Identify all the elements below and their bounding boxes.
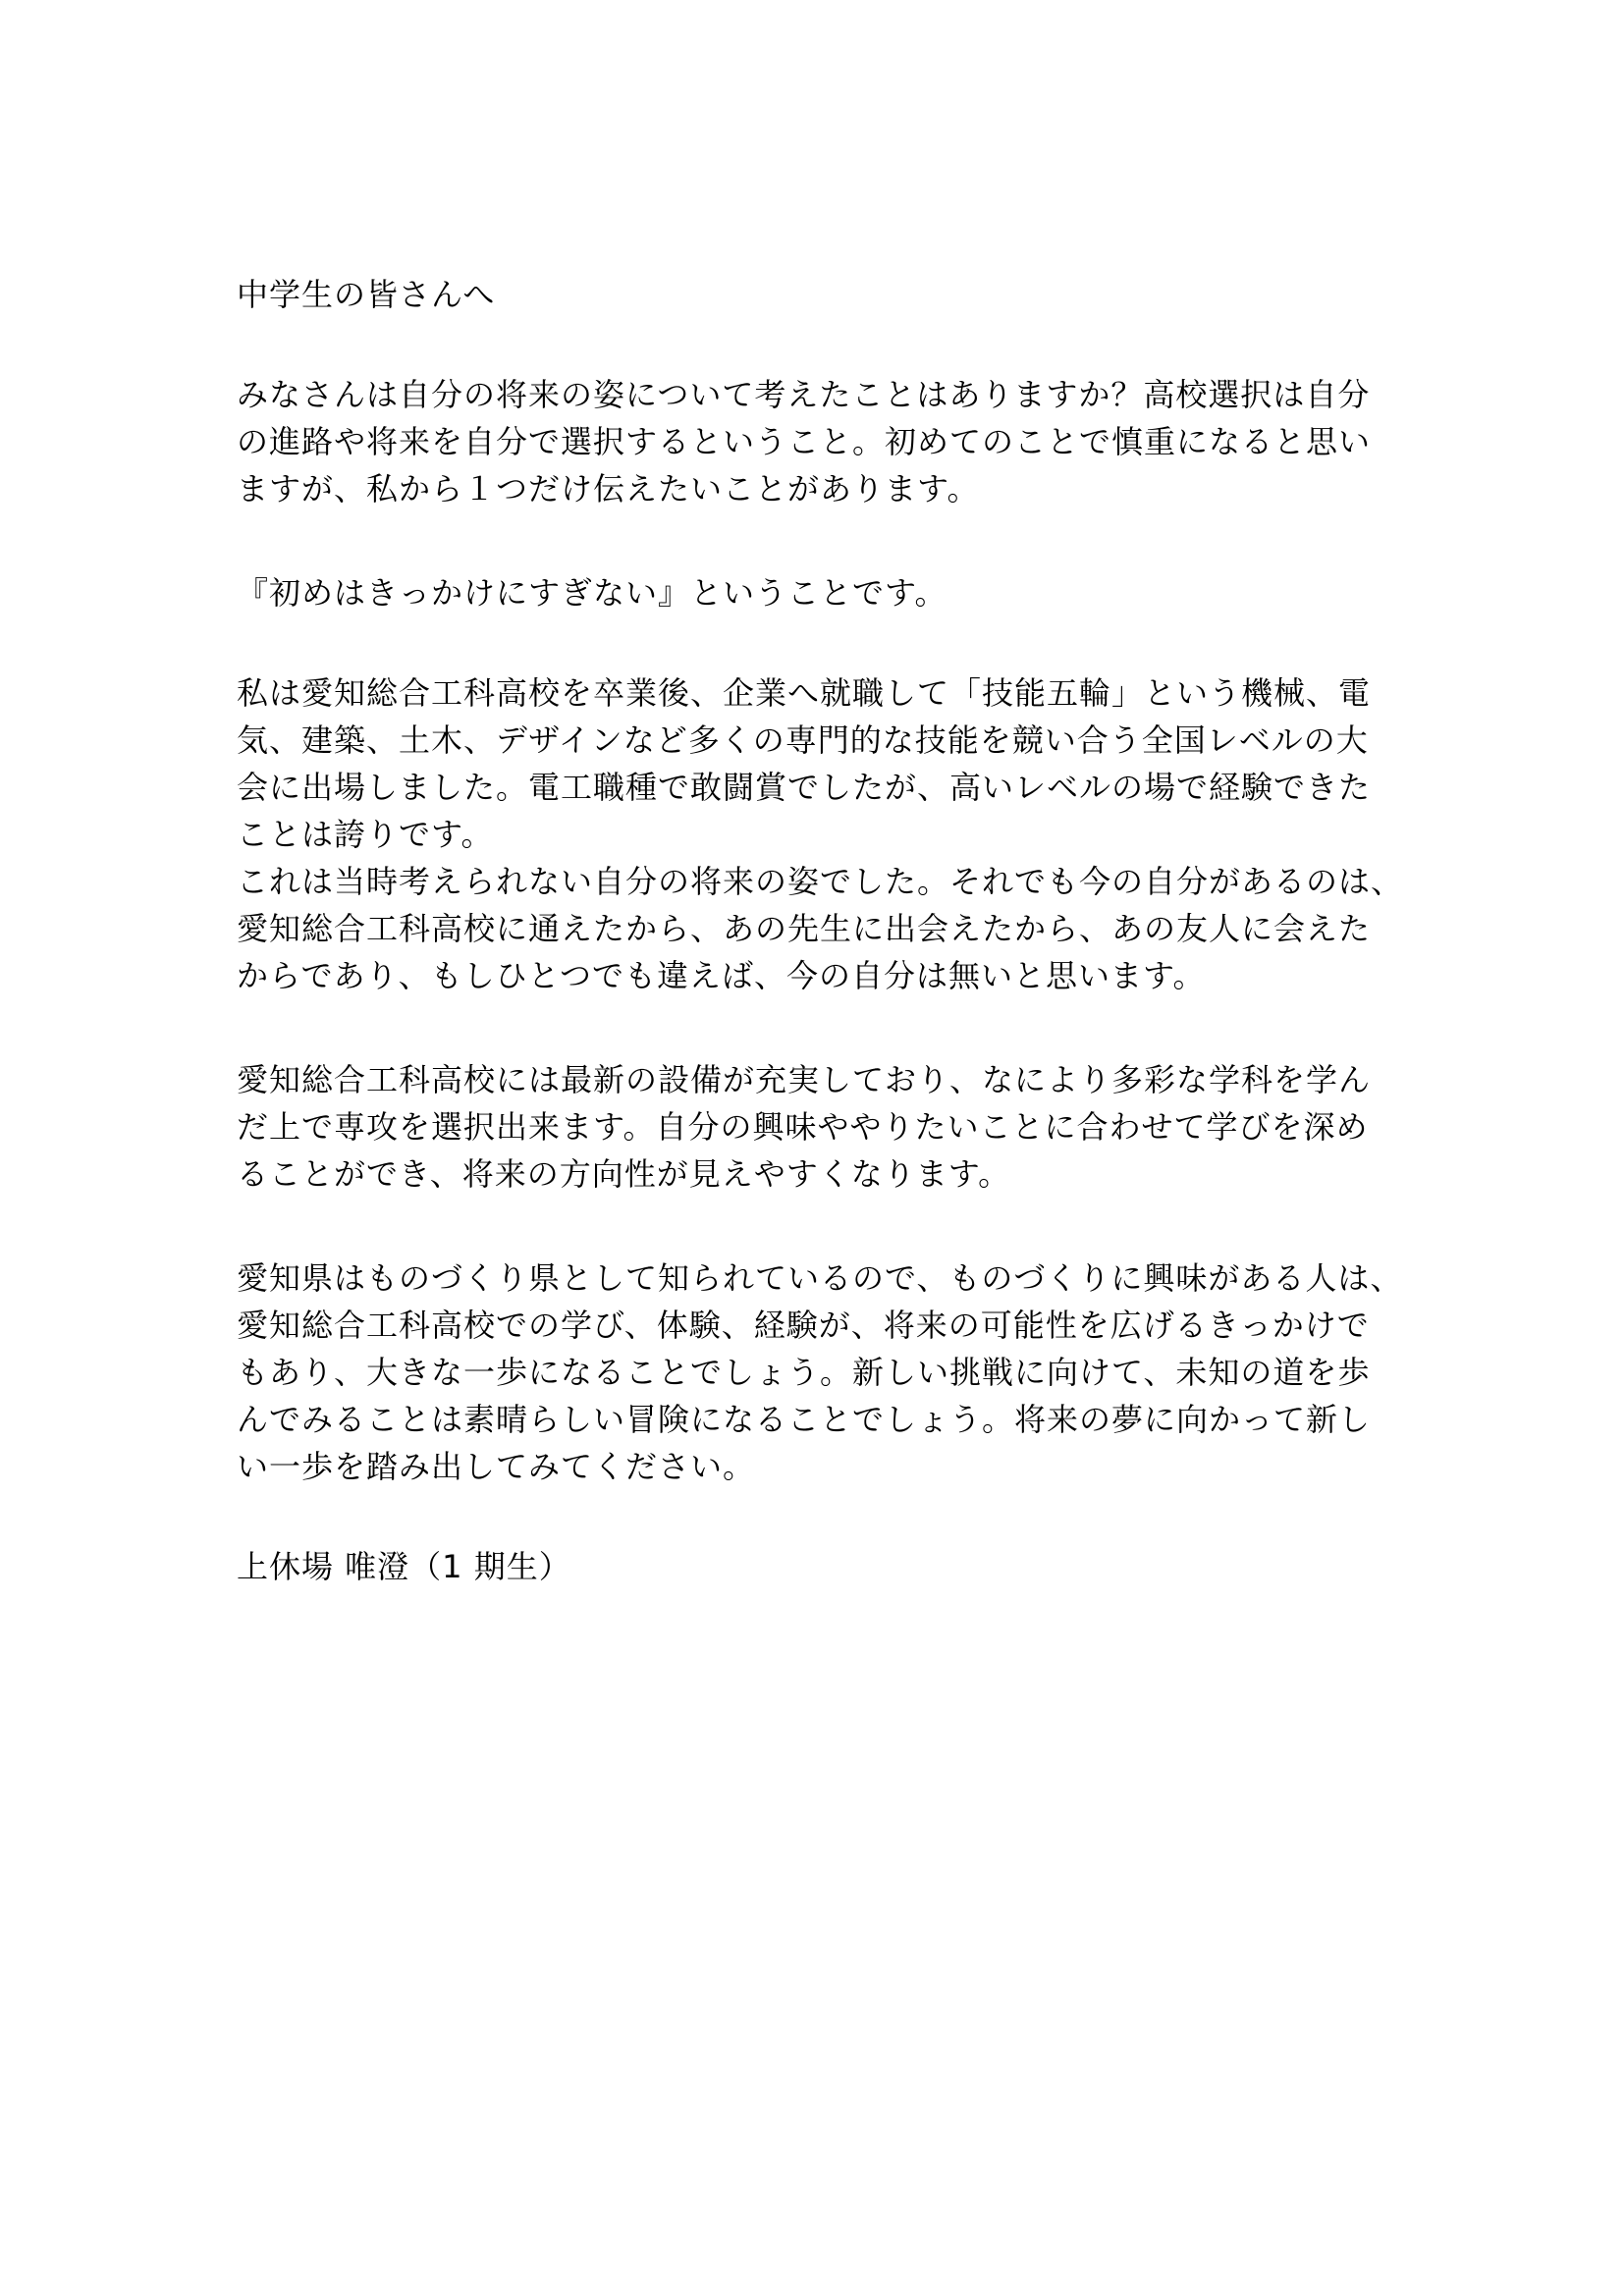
quote-line: 『初めはきっかけにすぎない』ということです。 (237, 574, 947, 612)
paragraph-2-line-5: これは当時考えられない自分の将来の姿でした。それでも今の自分があるのは、 (237, 863, 1404, 900)
paragraph-2-line-4: ことは誇りです。 (237, 816, 494, 853)
paragraph-4-line-4: んでみることは素晴らしい冒険になることでしょう。将来の夢に向かって新し (237, 1401, 1372, 1438)
paragraph-2-line-2: 気、建築、土木、デザインなど多くの専門的な技能を競い合う全国レベルの大 (237, 721, 1369, 759)
paragraph-1-line-1: みなさんは自分の将来の姿について考えたことはありますか？高校選択は自分 (237, 376, 1371, 413)
paragraph-2-line-1: 私は愛知総合工科高校を卒業後、企業へ就職して「技能五輪」という機械、電 (237, 674, 1372, 712)
paragraph-3-line-2: だ上で専攻を選択出来ます。自分の興味ややりたいことに合わせて学びを深め (237, 1108, 1369, 1146)
paragraph-4-line-5: い一歩を踏み出してみてください。 (237, 1448, 756, 1485)
paragraph-4-line-3: もあり、大きな一歩になることでしょう。新しい挑戦に向けて、未知の道を歩 (237, 1354, 1371, 1391)
paragraph-1-line-3: ますが、私から１つだけ伝えたいことがあります。 (237, 470, 980, 507)
paragraph-3-line-1: 愛知総合工科高校には最新の設備が充実しており、なにより多彩な学科を学ん (237, 1061, 1372, 1098)
paragraph-2-line-6: 愛知総合工科高校に通えたから、あの先生に出会えたから、あの友人に会えた (237, 910, 1372, 947)
paragraph-2-line-7: からであり、もしひとつでも違えば、今の自分は無いと思います。 (237, 957, 1206, 994)
paragraph-4-line-2: 愛知総合工科高校での学び、体験、経験が、将来の可能性を広げるきっかけで (237, 1307, 1370, 1344)
paragraph-1-line-2: の進路や将来を自分で選択するということ。初めてのことで慎重になると思い (237, 423, 1372, 460)
paragraph-3-line-3: ることができ、将来の方向性が見えやすくなります。 (237, 1155, 1011, 1193)
greeting: 中学生の皆さんへ (237, 276, 496, 313)
signature: 上休場 唯澄（1 期生） (237, 1548, 571, 1585)
document-page (237, 0, 1454, 2296)
paragraph-4-line-1: 愛知県はものづくり県として知られているので、ものづくりに興味がある人は、 (237, 1259, 1403, 1297)
paragraph-2-line-3: 会に出場しました。電工職種で敢闘賞でしたが、高いレベルの場で経験できた (237, 769, 1372, 806)
